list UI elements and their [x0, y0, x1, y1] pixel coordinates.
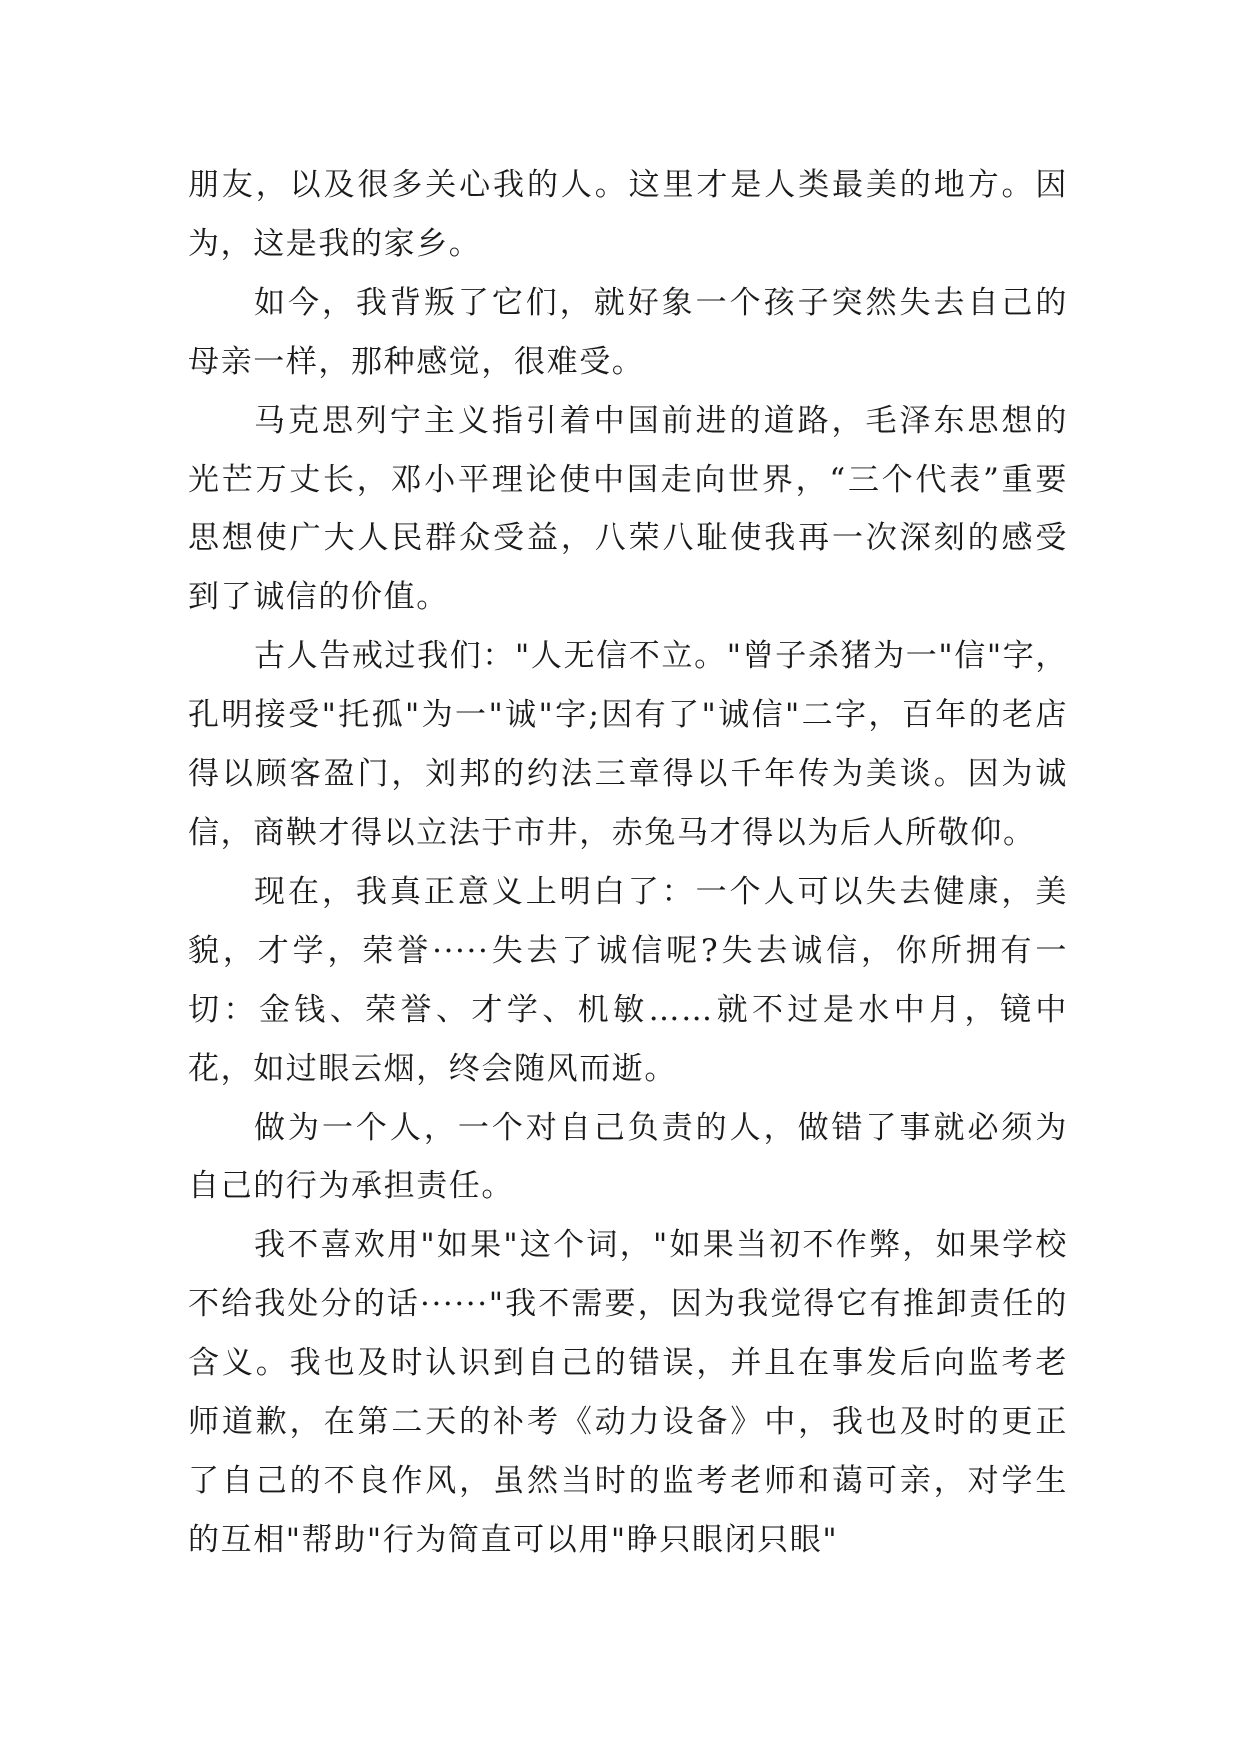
- paragraph-7: 我不喜欢用"如果"这个词，"如果当初不作弊，如果学校不给我处分的话······"我不需要，因为我觉得它有推卸责任的含义。我也及时认识到自己的错误，并且在事发后向监考老师道歉，在第二天的补考《动力设备》中，我也及时的更正了自己的不良作风，虽然当时的监考老师和蔼可亲，对学生的互相"帮助"行为简直可以用"睁只眼闭只眼": [188, 1227, 1068, 1558]
- paragraph-5: 现在，我真正意义上明白了：一个人可以失去健康，美貌，才学，荣誉·····失去了诚信呢?失去诚信，你所拥有一切：金钱、荣誉、才学、机敏……就不过是水中月，镜中花，如过眼云烟，终会随风而逝。: [188, 873, 1068, 1087]
- paragraph-2: 如今，我背叛了它们，就好象一个孩子突然失去自己的母亲一样，那种感觉，很难受。: [188, 284, 1068, 380]
- paragraph-3: 马克思列宁主义指引着中国前进的道路，毛泽东思想的光芒万丈长，邓小平理论使中国走向世界，“三个代表”重要思想使广大人民群众受益，八荣八耻使我再一次深刻的感受到了诚信的价值。: [188, 402, 1068, 616]
- document-body: [188, 156, 1068, 1570]
- paragraph-4: 古人告戒过我们："人无信不立。"曾子杀猪为一"信"字，孔明接受"托孤"为一"诚"字;因有了"诚信"二字，百年的老店得以顾客盈门，刘邦的约法三章得以千年传为美谈。因为诚信，商鞅才得以立法于市井，赤兔马才得以为后人所敬仰。: [188, 638, 1068, 851]
- paragraph-6: 做为一个人，一个对自己负责的人，做错了事就必须为自己的行为承担责任。: [188, 1109, 1068, 1205]
- paragraph-1: 朋友，以及很多关心我的人。这里才是人类最美的地方。因为，这是我的家乡。: [188, 167, 1068, 262]
